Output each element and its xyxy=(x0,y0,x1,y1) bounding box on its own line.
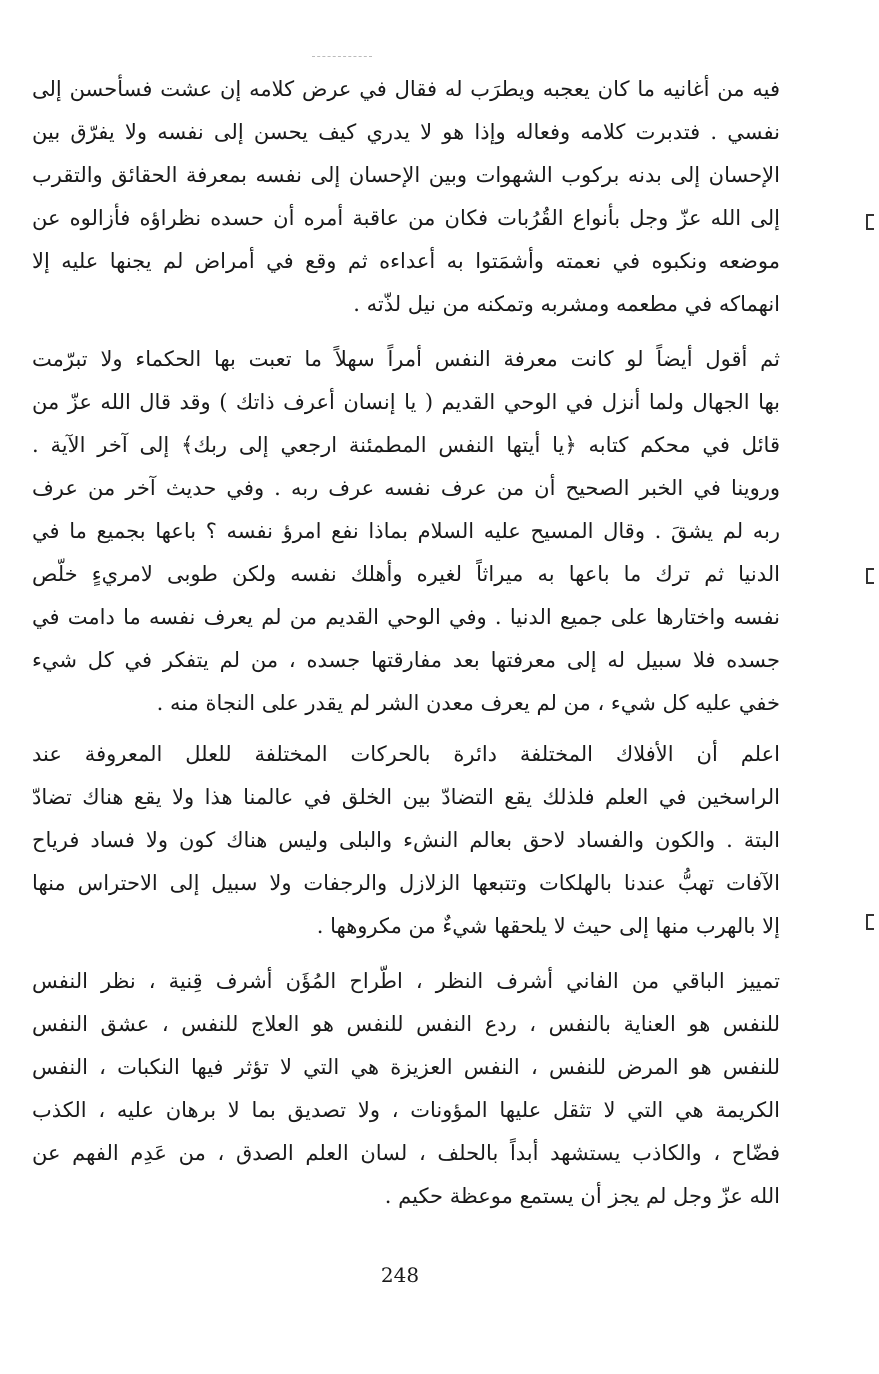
text-line: فضّاح ، والكاذب يستشهد أبداً بالحلف ، لسان العلم الصدق ، من عَدِم الفهم عن xyxy=(32,1141,780,1165)
text-line: وروينا في الخبر الصحيح أن من عرف نفسه عرف ربه . وفي حديث آخر من عرف xyxy=(32,476,780,500)
header-rule xyxy=(312,56,372,57)
text-line: نفسي . فتدبرت كلامه وفعاله وإذا هو لا يدري كيف يحسن إلى نفسه ولا يفرّق بين xyxy=(32,120,780,144)
text-line: إلا بالهرب منها إلى حيث لا يلحقها شيءٌ من مكروهها . xyxy=(316,914,780,938)
text-line: موضعه ونكبوه في نعمته وأشمَتوا به أعداءه ثم وقع في أمراض لم يجنها عليه إلا xyxy=(32,249,780,273)
text-line: البتة . والكون والفساد لاحق بعالم النشء والبلى وليس هناك كون ولا فساد فرياح xyxy=(32,828,780,852)
paragraph-3 xyxy=(32,733,780,948)
page-number: 248 xyxy=(380,1263,420,1287)
text-line: الآفات تهبُّ عندنا بالهلكات وتتبعها الزلازل والرجفات ولا سبيل إلى الاحتراس منها xyxy=(32,871,780,895)
text-line: خفي عليه كل شيء ، من لم يعرف معدن الشر لم يقدر على النجاة منه . xyxy=(156,691,780,715)
paragraph-2 xyxy=(32,338,780,725)
text-line: إلى الله عزّ وجل بأنواع القُرُبات فكان من عاقبة أمره أن حسده نظراؤه فأزالوه عن xyxy=(32,206,780,230)
text-line: انهماكه في مطعمه ومشربه وتمكنه من نيل لذّته . xyxy=(353,292,780,316)
text-line: ثم أقول أيضاً لو كانت معرفة النفس أمراً سهلاً ما تعبت بها الحكماء ولا تبرّمت xyxy=(32,347,780,371)
text-line: الراسخين في العلم فلذلك يقع التضادّ بين الخلق في عالمنا هذا ولا يقع هناك تضادّ xyxy=(32,785,780,809)
text-line: الله عزّ وجل لم يجز أن يستمع موعظة حكيم . xyxy=(384,1184,780,1208)
text-line: للنفس هو المرض للنفس ، النفس العزيزة هي التي لا تؤثر فيها النكبات ، النفس xyxy=(32,1055,780,1079)
text-line: ربه لم يشقَ . وقال المسيح عليه السلام بماذا نفع امرؤ نفسه ؟ باعها بجميع ما في xyxy=(32,519,780,543)
text-line: جسده فلا سبيل له إلى معرفتها بعد مفارقتها جسده ، من لم يتفكر في كل شيء xyxy=(32,648,780,672)
paragraph-1 xyxy=(32,68,780,326)
text-line: بها الجهال ولما أنزل في الوحي القديم ( يا إنسان أعرف ذاتك ) وقد قال الله عزّ من xyxy=(32,390,780,414)
margin-bracket-mark xyxy=(866,914,874,930)
text-line: قائل في محكم كتابه ﴿يا أيتها النفس المطمئنة ارجعي إلى ربك﴾ إلى آخر الآية . xyxy=(32,433,780,457)
text-line: تمييز الباقي من الفاني أشرف النظر ، اطّراح المُؤَن أشرف قِنية ، نظر النفس xyxy=(32,969,780,993)
text-line: الكريمة هي التي لا تثقل عليها المؤونات ، ولا تصديق بما لا برهان عليه ، الكذب xyxy=(32,1098,780,1122)
text-line: اعلم أن الأفلاك المختلفة دائرة بالحركات المختلفة للعلل المعروفة عند xyxy=(32,742,780,766)
text-line: فيه من أغانيه ما كان يعجبه ويطرَب له فقال في عرض كلامه إن عشت فسأحسن إلى xyxy=(32,77,780,101)
margin-bracket-mark xyxy=(866,214,874,230)
text-line: نفسه واختارها على جميع الدنيا . وفي الوحي القديم من لم يعرف نفسه ما دامت في xyxy=(32,605,780,629)
paragraph-4 xyxy=(32,960,780,1218)
margin-bracket-mark xyxy=(866,568,874,584)
text-line: الإحسان إلى بدنه بركوب الشهوات وبين الإحسان إلى نفسه بمعرفة الحقائق والتقرب xyxy=(32,163,780,187)
text-line: للنفس هو العناية بالنفس ، ردع النفس للنفس هو العلاج للنفس ، عشق النفس xyxy=(32,1012,780,1036)
text-line: الدنيا ثم ترك ما باعها به ميراثاً لغيره وأهلك نفسه ولكن طوبى لامريءٍ خلّص xyxy=(32,562,780,586)
